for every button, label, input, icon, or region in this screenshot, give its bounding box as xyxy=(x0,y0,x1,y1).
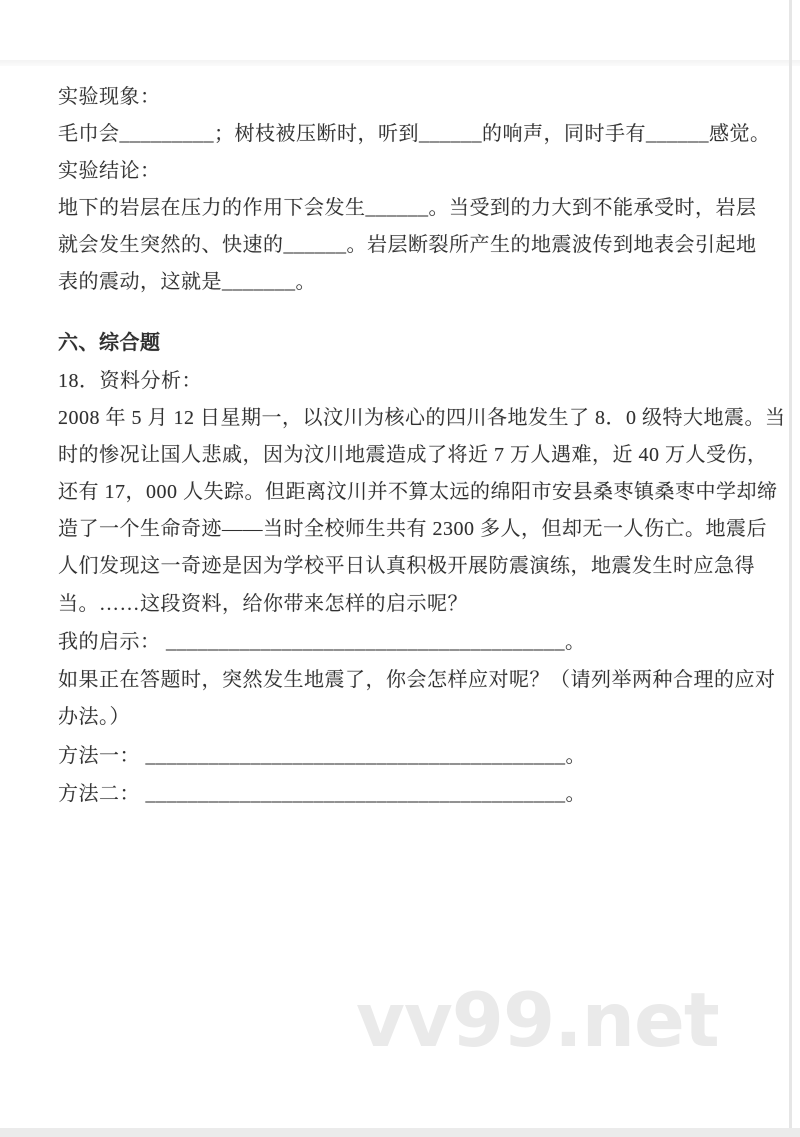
page-right-edge xyxy=(789,0,792,1128)
passage-line: 人们发现这一奇迹是因为学校平日认真积极开展防震演练，地震发生时应急得 xyxy=(58,555,755,577)
conclusion-text-line: 表的震动，这就是_______。 xyxy=(58,271,316,293)
method-one-answer-line: 方法一： ________________________________________。 xyxy=(58,745,586,767)
page-bottom-edge xyxy=(0,1128,800,1137)
watermark: vv99.net xyxy=(356,976,719,1064)
question-18-label: 18．资料分析： xyxy=(58,370,202,392)
question-prompt-line: 办法。） xyxy=(58,706,130,728)
scan-crease-line xyxy=(0,60,800,66)
passage-line: 当。……这段资料，给你带来怎样的启示呢？ xyxy=(58,593,468,615)
conclusion-text-line: 就会发生突然的、快速的______。岩层断裂所产生的地震波传到地表会引起地 xyxy=(58,234,757,256)
my-insight-answer-line: 我的启示： ______________________________________。 xyxy=(58,631,586,653)
passage-line: 造了一个生命奇迹——当时全校师生共有 2300 多人，但却无一人伤亡。地震后 xyxy=(58,518,767,540)
experiment-phenomenon-label: 实验现象： xyxy=(58,86,161,108)
experiment-conclusion-label: 实验结论： xyxy=(58,160,161,182)
passage-line: 2008 年 5 月 12 日星期一，以汶川为核心的四川各地发生了 8．0 级特大地震。当 xyxy=(58,407,786,429)
conclusion-text-line: 地下的岩层在压力的作用下会发生______。当受到的力大到不能承受时，岩层 xyxy=(58,197,757,219)
question-prompt-line: 如果正在答题时，突然发生地震了，你会怎样应对呢？（请列举两种合理的应对 xyxy=(58,669,776,691)
method-two-answer-line: 方法二： ________________________________________。 xyxy=(58,783,586,805)
section-heading: 六、综合题 xyxy=(58,332,161,354)
passage-line: 时的惨况让国人悲戚，因为汶川地震造成了将近 7 万人遇难，近 40 万人受伤， xyxy=(58,444,768,466)
passage-line: 还有 17，000 人失踪。但距离汶川并不算太远的绵阳市安县桑枣镇桑枣中学却缔 xyxy=(58,481,778,503)
fill-blank-line: 毛巾会_________；树枝被压断时，听到______的响声，同时手有______感觉。 xyxy=(58,123,771,145)
